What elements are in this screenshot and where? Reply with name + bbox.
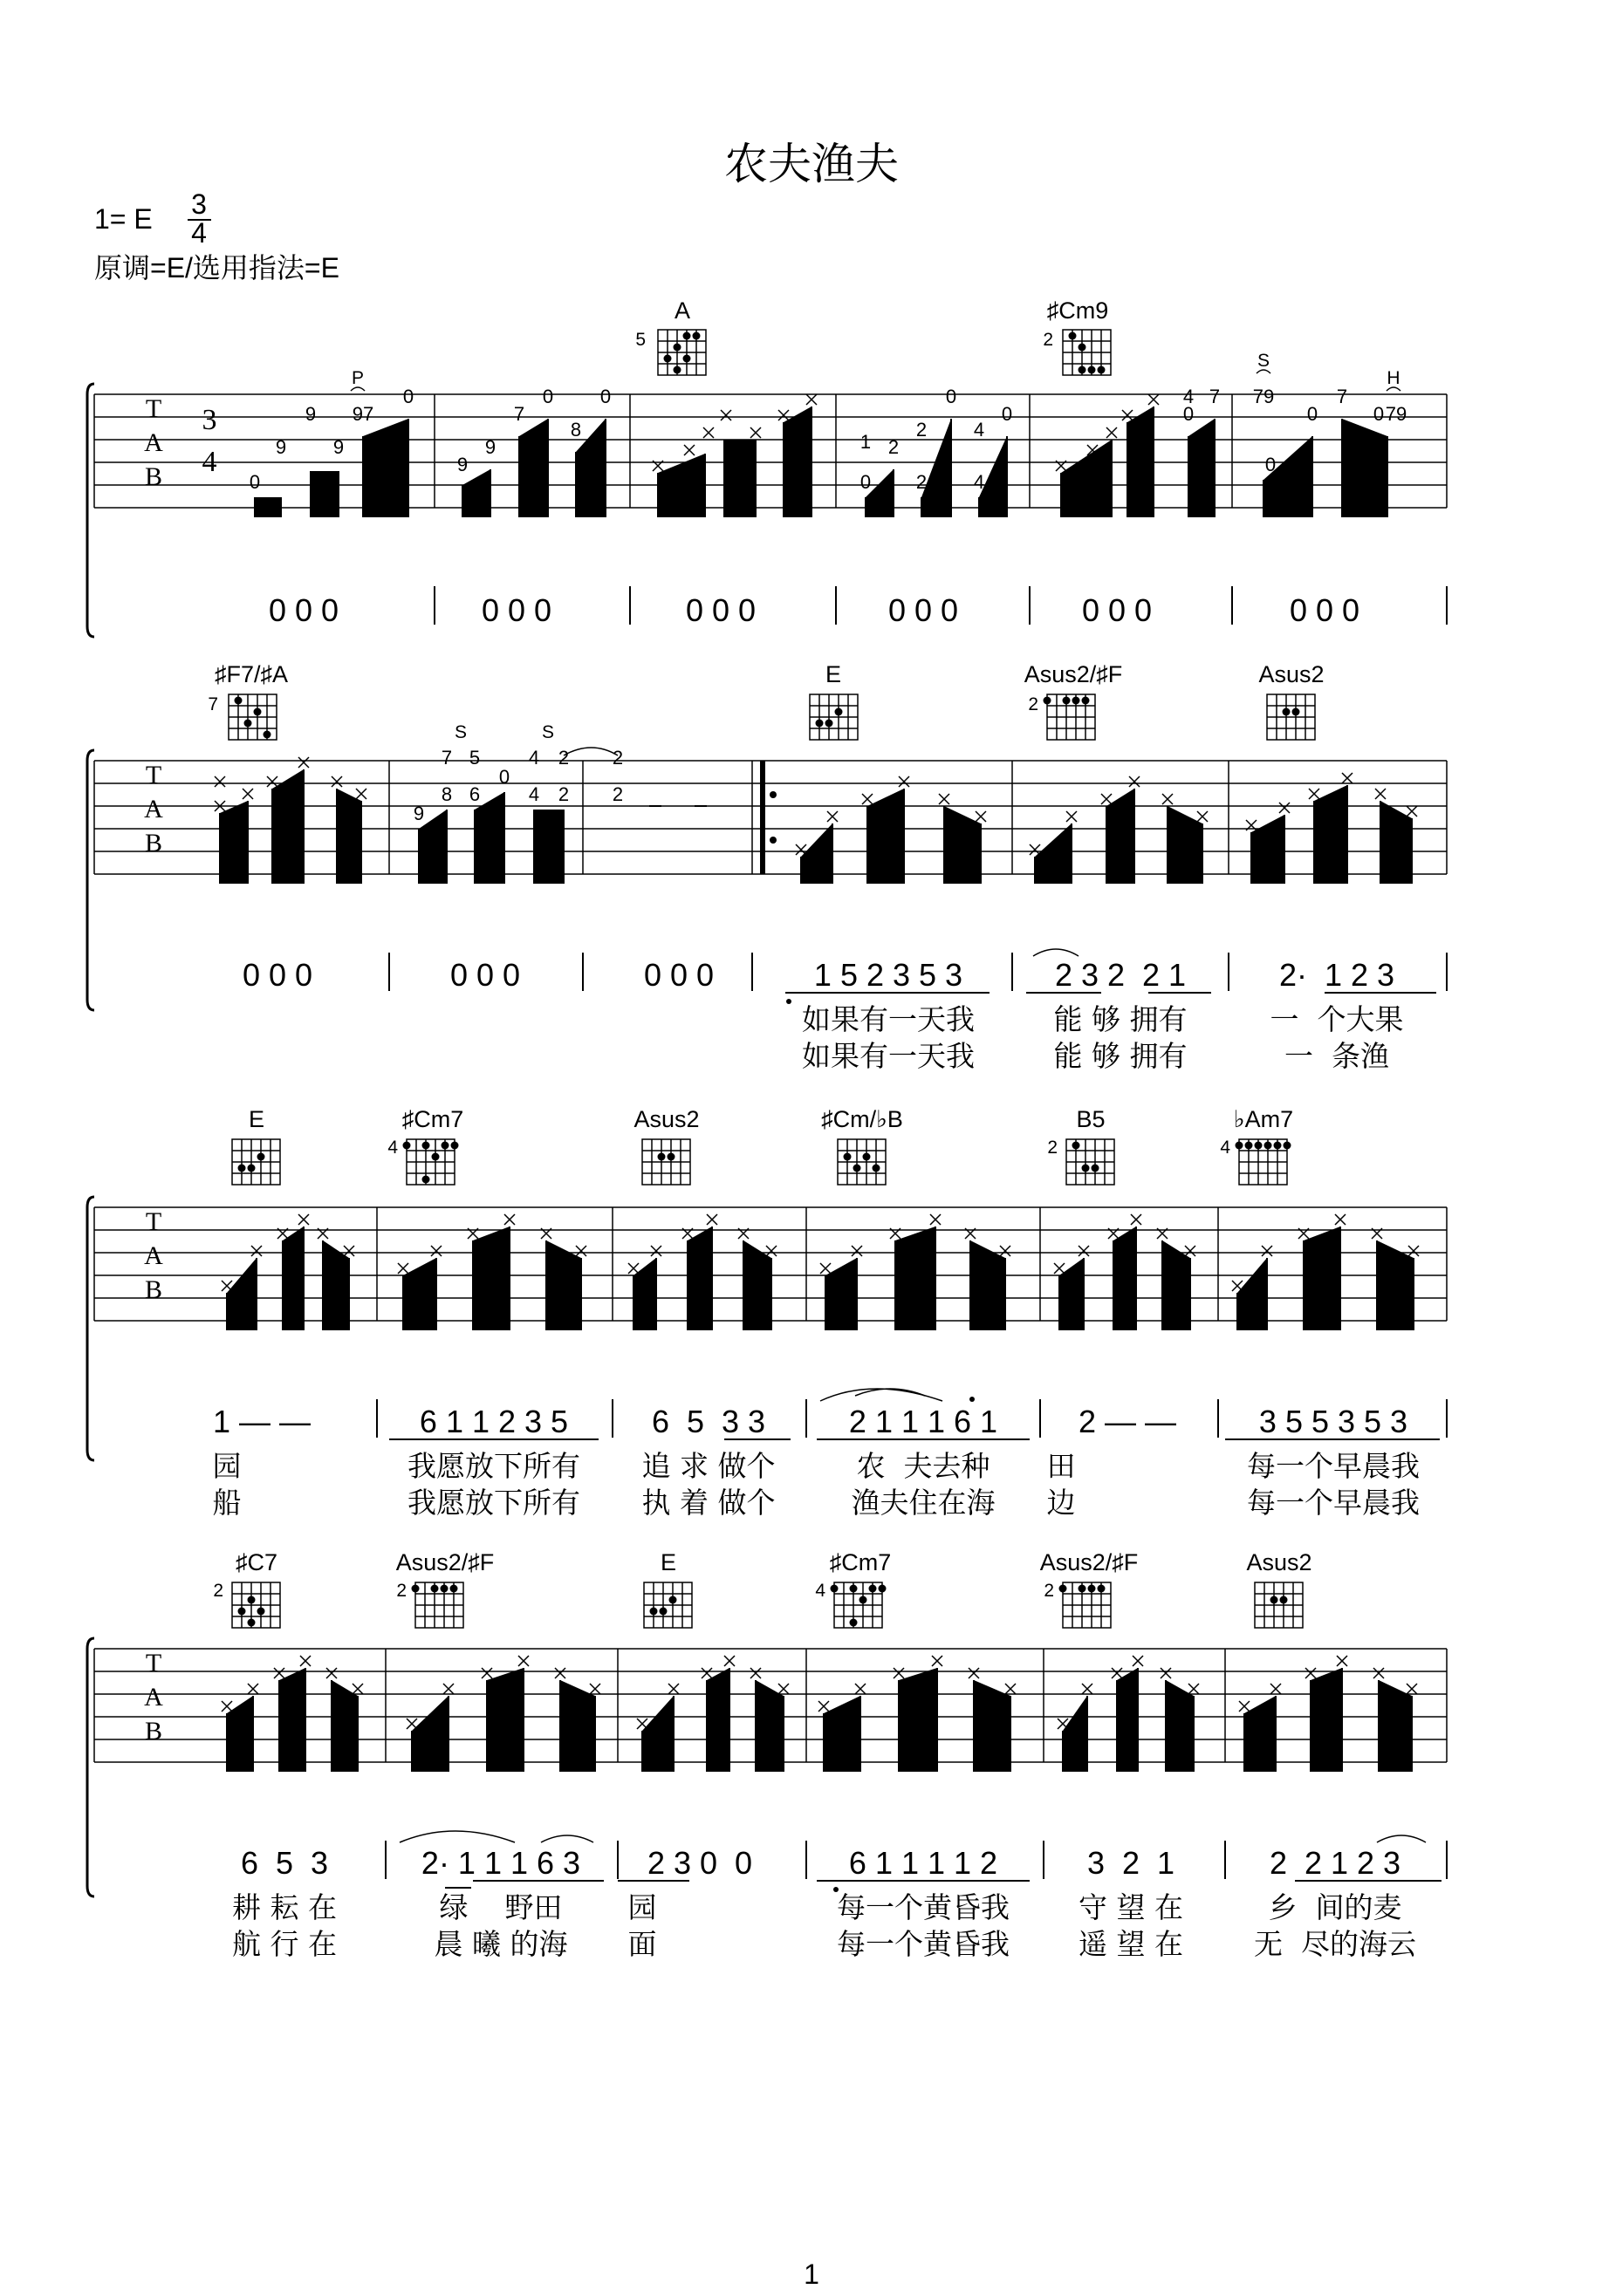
svg-text:7: 7 [1336, 386, 1348, 407]
jianpu-measure: 2· 1 1 1 6 3 [421, 1845, 581, 1881]
lyric-measure: 航 行 在 [232, 1927, 337, 1961]
chord-diagram-asus2 [1246, 1549, 1311, 1628]
svg-text:9: 9 [484, 436, 496, 458]
tab-clef-b: B [144, 1275, 163, 1304]
page-number: 1 [804, 2258, 819, 2290]
lyric-measure: 渔夫住在海 [851, 1486, 996, 1520]
chord-name: Asus2/♯F [1024, 661, 1123, 687]
chord-diagram-asus2 [1258, 661, 1324, 740]
lyric-measure: 一 个大果 [1270, 1002, 1404, 1036]
song-title: 农夫渔夫 [724, 140, 899, 188]
jianpu-measure: 6 5 3 [240, 1845, 329, 1881]
rhythm-stems [220, 769, 1412, 883]
svg-text:0: 0 [1373, 403, 1385, 425]
lyrics-verse-1 [213, 1449, 1421, 1483]
chord-diagram-c-sharp-m7 [387, 1106, 463, 1185]
lyric-measure: 田 [1046, 1449, 1076, 1483]
svg-text:0: 0 [1306, 403, 1318, 425]
jianpu-line [213, 1404, 1407, 1439]
time-signature-top: 3 [191, 188, 207, 220]
svg-text:9: 9 [456, 454, 469, 475]
tab-clef-t: T [145, 761, 162, 789]
chord-diagram-asus2-f-sharp [396, 1549, 495, 1628]
tab-clef-t: T [145, 1649, 162, 1678]
chord-diagram-a [635, 297, 706, 375]
svg-text:9: 9 [332, 436, 345, 458]
tab-x-marks [222, 1656, 1417, 1729]
tab-clef-a: A [144, 795, 163, 823]
chord-name: A [674, 297, 691, 324]
rhythm-stems [227, 1227, 1414, 1329]
jianpu-line [243, 957, 1394, 993]
chord-diagram-f-sharp-7-a-sharp [208, 661, 288, 740]
lyrics-verse-1 [232, 1890, 1401, 1924]
chord-diagram-e [810, 661, 858, 740]
chord-diagram-c-sharp-m7 [815, 1549, 891, 1628]
system-2 [87, 661, 1447, 1073]
chord-diagram-e [644, 1549, 692, 1628]
lyric-measure: 能 够 拥有 [1053, 1039, 1188, 1073]
system-1 [87, 297, 1447, 637]
chord-fret-number: 7 [208, 694, 218, 714]
jianpu-measure: 6 1 1 1 1 2 [848, 1845, 998, 1881]
svg-text:9: 9 [413, 803, 425, 824]
jianpu-measure: 0 0 0 [268, 592, 339, 628]
lyric-measure: 园 [212, 1449, 242, 1483]
lyric-measure: 如果有一天我 [802, 1002, 975, 1036]
jianpu-measure: 1 5 2 3 5 3 [813, 957, 963, 993]
lyric-measure: 能 够 拥有 [1053, 1002, 1188, 1036]
jianpu-measure: 2 1 1 1 6 1 [848, 1404, 998, 1439]
tab-clef-b: B [144, 829, 163, 858]
technique-slide: S [1257, 351, 1270, 371]
jianpu-measure: 0 0 0 [1289, 592, 1360, 628]
lyric-measure: 无 尽的海云 [1254, 1927, 1416, 1961]
chord-fret-number: 2 [396, 1581, 407, 1601]
lyric-measure: 农 夫去种 [856, 1449, 990, 1483]
key-signature: 1= E [94, 203, 153, 235]
svg-text:9: 9 [275, 436, 287, 458]
system-bracket [87, 384, 94, 637]
chord-name: B5 [1076, 1106, 1106, 1132]
technique-hammer-on: H [1387, 368, 1400, 388]
chord-name: Asus2/♯F [1039, 1549, 1139, 1575]
svg-text:0: 0 [1182, 403, 1195, 425]
svg-text:8: 8 [570, 419, 582, 441]
jianpu-measure: 0 0 0 [643, 957, 715, 993]
svg-text:0: 0 [945, 386, 957, 407]
chord-name: ♯C7 [235, 1549, 278, 1575]
tab-clef-a: A [144, 1241, 163, 1270]
chord-fret-number: 4 [387, 1138, 398, 1158]
chord-fret-number: 4 [815, 1581, 825, 1601]
chord-name: Asus2 [1246, 1549, 1312, 1575]
repeat-dot [770, 791, 777, 798]
lyric-measure: 乡 间的麦 [1268, 1890, 1402, 1924]
system-bracket [87, 1197, 94, 1460]
lyrics-verse-2 [213, 1486, 1421, 1520]
slur [1377, 1835, 1426, 1842]
chord-diagram-asus2 [633, 1106, 699, 1185]
slur [541, 1835, 593, 1842]
tab-clef-t: T [145, 394, 162, 423]
jianpu-measure: 0 0 0 [449, 957, 521, 993]
svg-text:0: 0 [1264, 454, 1277, 475]
system-bracket [87, 1638, 94, 1896]
technique-pull-off: P [351, 368, 365, 388]
lyrics-verse-2 [232, 1927, 1416, 1961]
lyric-measure: 追 求 做个 [641, 1449, 776, 1483]
chord-diagram-e [232, 1106, 280, 1185]
jianpu-measure: 0 0 0 [887, 592, 959, 628]
svg-text:4: 4 [1182, 386, 1195, 407]
svg-text:7: 7 [1209, 386, 1221, 407]
chord-name: Asus2 [1258, 661, 1325, 687]
chord-name: E [660, 1549, 677, 1575]
svg-text:4: 4 [973, 471, 985, 493]
tab-clef-a: A [144, 428, 163, 457]
chord-name: E [248, 1106, 265, 1132]
tab-clef-a: A [144, 1683, 163, 1712]
lyric-measure: 守 望 在 [1079, 1890, 1183, 1924]
chord-name: ♯Cm9 [1046, 297, 1109, 324]
chord-name: ♯Cm7 [829, 1549, 892, 1575]
technique-slide: S [541, 722, 555, 742]
lyric-measure: 一 条渔 [1284, 1039, 1389, 1073]
chord-name: Asus2/♯F [395, 1549, 495, 1575]
lyric-measure: 每一个黄昏我 [837, 1927, 1010, 1961]
svg-text:2: 2 [915, 419, 928, 441]
lyric-measure: 园 [627, 1890, 657, 1924]
chord-fret-number: 2 [1047, 1138, 1058, 1158]
svg-text:2: 2 [915, 471, 928, 493]
jianpu-measure: 0 0 0 [1081, 592, 1153, 628]
lyrics-verse-2 [802, 1039, 1389, 1073]
svg-text:0: 0 [1001, 403, 1013, 425]
lyric-measure: 每一个早晨我 [1247, 1486, 1420, 1520]
lyric-measure: 执 着 做个 [641, 1486, 776, 1520]
svg-text:7: 7 [441, 747, 453, 769]
svg-text:0: 0 [599, 386, 612, 407]
chord-diagram-asus2-f-sharp [1024, 661, 1123, 740]
chord-name: ♯Cm/♭B [821, 1106, 903, 1132]
jianpu-measure: 2· 1 2 3 [1278, 957, 1395, 993]
rhythm-stems [255, 407, 1387, 516]
svg-text:0: 0 [402, 386, 414, 407]
jianpu-measure: 0 0 0 [685, 592, 757, 628]
jianpu-line [241, 1845, 1400, 1881]
jianpu-dot-high [969, 1397, 975, 1402]
lyric-measure: 边 [1046, 1486, 1076, 1520]
system-bracket [87, 750, 94, 1010]
chord-fret-number: 4 [1220, 1138, 1230, 1158]
lyric-measure: 面 [627, 1927, 657, 1961]
lyrics-verse-1 [802, 1002, 1403, 1036]
svg-text:4: 4 [528, 747, 540, 769]
chord-name: E [825, 661, 842, 687]
jianpu-measure: 6 1 1 2 3 5 [419, 1404, 569, 1439]
system-3 [87, 1106, 1447, 1520]
tab-clef-b: B [144, 1717, 163, 1746]
chord-name: ♯F7/♯A [214, 661, 289, 687]
jianpu-measure: 2 3 2 2 1 [1054, 957, 1187, 993]
chord-name: ♯Cm7 [401, 1106, 464, 1132]
slur [400, 1831, 515, 1842]
original-key-note: 原调=E/选用指法=E [94, 252, 339, 284]
rhythm-stems [227, 1668, 1412, 1771]
svg-text:5: 5 [469, 747, 481, 769]
svg-text:8: 8 [441, 783, 453, 805]
lyric-measure: 遥 望 在 [1079, 1927, 1183, 1961]
svg-text:2: 2 [558, 747, 570, 769]
svg-text:0: 0 [859, 471, 872, 493]
jianpu-measure: 1 — — [212, 1404, 312, 1439]
lyric-measure: 我愿放下所有 [407, 1449, 580, 1483]
time-signature-bottom: 4 [191, 217, 207, 249]
lyric-measure: 每一个黄昏我 [837, 1890, 1010, 1924]
svg-text:4: 4 [528, 783, 540, 805]
tab-clef-t: T [145, 1207, 162, 1236]
chord-fret-number: 2 [1043, 330, 1053, 350]
jianpu-measure: 3 2 1 [1086, 1845, 1175, 1881]
svg-text:6: 6 [469, 783, 481, 805]
jianpu-measure: 2 3 0 0 [647, 1845, 753, 1881]
system-4 [87, 1549, 1447, 1961]
chord-name: ♭Am7 [1233, 1106, 1294, 1132]
chord-fret-number: 2 [1028, 694, 1038, 714]
jianpu-dot-low [786, 999, 791, 1004]
lyric-measure: 如果有一天我 [802, 1039, 975, 1073]
chord-diagram-c-sharp-7 [213, 1549, 280, 1628]
svg-text:1: 1 [859, 431, 872, 453]
slur [1033, 949, 1079, 956]
jianpu-underlines [445, 1881, 1442, 1888]
tab-staff [94, 394, 1447, 508]
jianpu-measure: 6 5 3 3 [651, 1404, 766, 1439]
technique-slide: S [454, 722, 468, 742]
lyric-measure: 船 [212, 1486, 242, 1520]
chord-name: Asus2 [633, 1106, 700, 1132]
chord-diagram-b5 [1047, 1106, 1114, 1185]
jianpu-line [269, 592, 1359, 628]
svg-text:2: 2 [612, 783, 624, 805]
svg-text:0: 0 [498, 766, 510, 788]
tab-clef-b: B [144, 462, 163, 491]
chord-fret-number: 5 [635, 330, 646, 350]
jianpu-measure: 3 5 5 3 5 3 [1258, 1404, 1408, 1439]
jianpu-measure: 0 0 0 [242, 957, 313, 993]
jianpu-measure: 0 0 0 [481, 592, 552, 628]
svg-text:79: 79 [1385, 403, 1407, 425]
lyric-measure: 每一个早晨我 [1247, 1449, 1420, 1483]
lyric-measure: 晨 曦 的海 [434, 1927, 568, 1961]
tab-time-signature-bottom: 4 [202, 446, 217, 478]
lyric-measure: 绿 野田 [439, 1890, 563, 1924]
svg-text:2: 2 [612, 747, 624, 769]
svg-text:79: 79 [1252, 386, 1275, 407]
svg-text:2: 2 [558, 783, 570, 805]
svg-text:9: 9 [305, 403, 317, 425]
svg-text:0: 0 [542, 386, 554, 407]
tab-time-signature-top: 3 [202, 404, 217, 436]
chord-diagram-asus2-f-sharp [1040, 1549, 1139, 1628]
svg-text:0: 0 [249, 471, 261, 493]
svg-text:4: 4 [973, 419, 985, 441]
repeat-dot [770, 837, 777, 844]
chord-diagram-a-flat-m7 [1220, 1106, 1293, 1185]
lyric-measure: 我愿放下所有 [407, 1486, 580, 1520]
svg-text:97: 97 [352, 403, 374, 425]
chord-fret-number: 2 [1044, 1581, 1054, 1601]
chord-diagram-c-sharp-m9 [1043, 297, 1111, 375]
svg-text:7: 7 [513, 403, 525, 425]
jianpu-measure: 2 2 1 2 3 [1269, 1845, 1401, 1881]
lyric-measure: 耕 耘 在 [232, 1890, 337, 1924]
svg-text:2: 2 [887, 436, 900, 458]
chord-diagram-c-sharp-m-b-flat [821, 1106, 903, 1185]
chord-fret-number: 2 [213, 1581, 223, 1601]
jianpu-measure: 2 — — [1078, 1404, 1177, 1439]
